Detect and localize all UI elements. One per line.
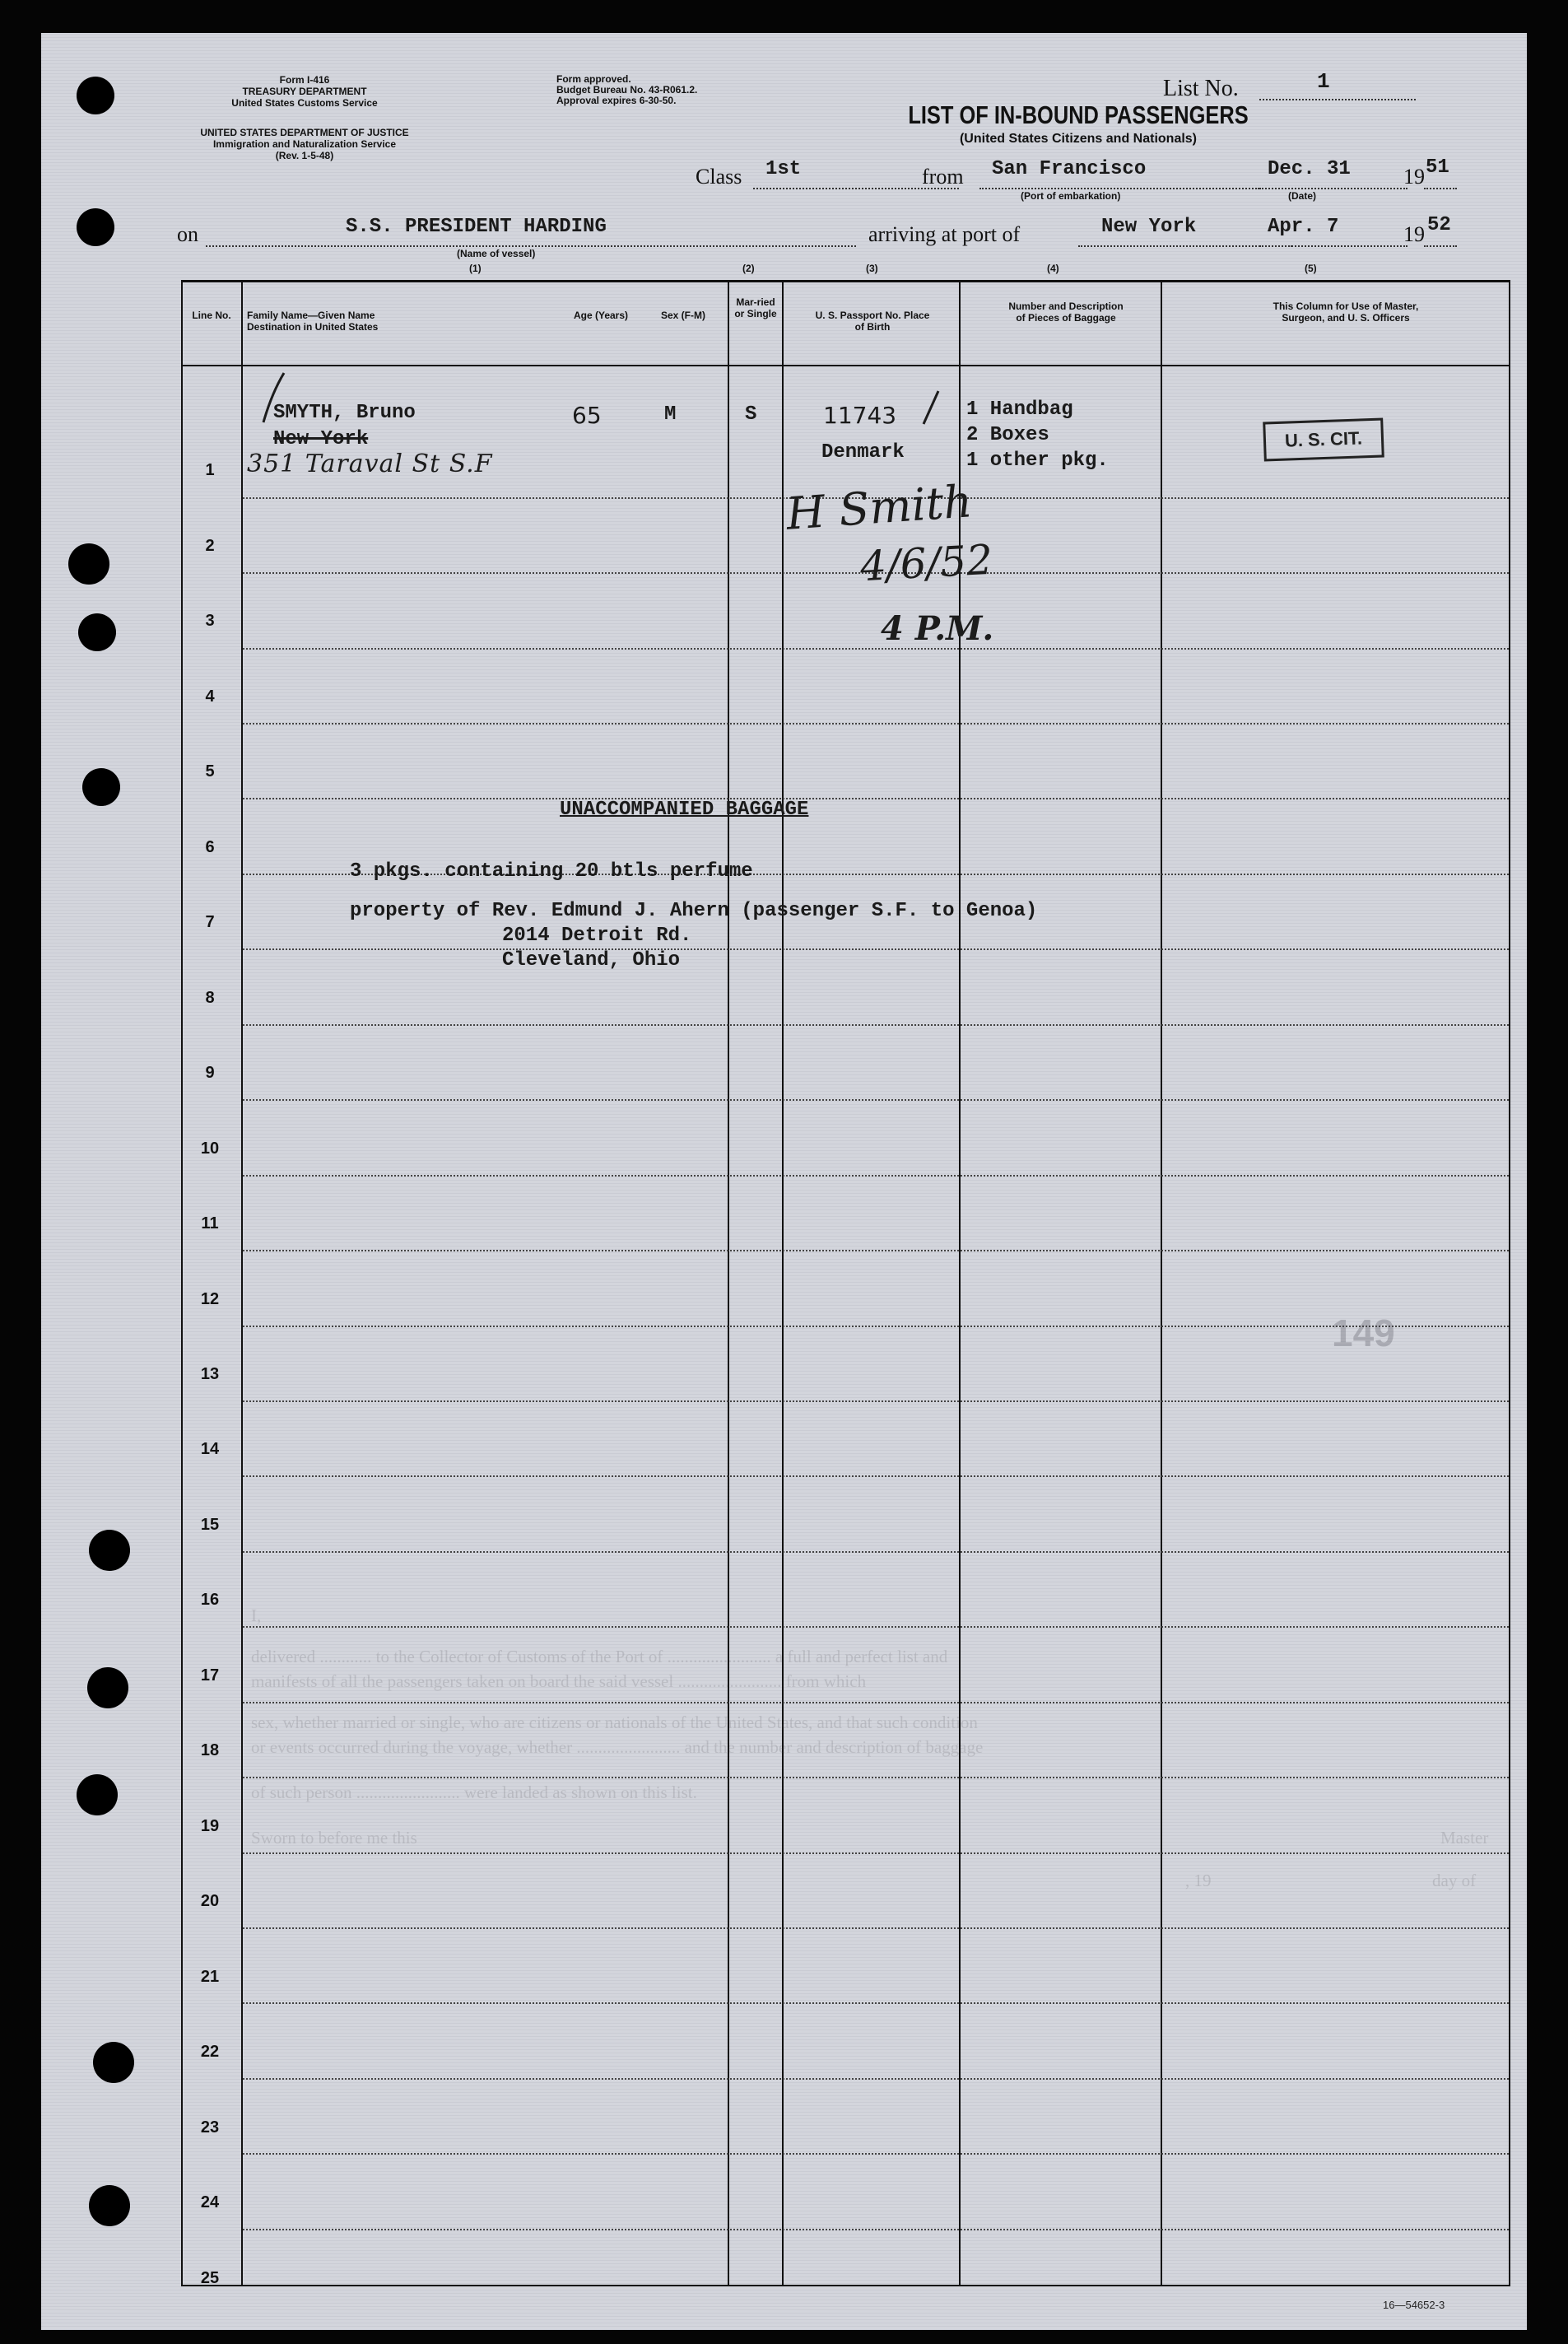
punch-hole xyxy=(87,1667,128,1708)
on-label: on xyxy=(177,222,198,246)
punch-hole xyxy=(68,543,109,585)
arrival-year-underline xyxy=(1424,245,1457,247)
baggage-item: 1 other pkg. xyxy=(966,450,1109,472)
departure-year: 51 xyxy=(1426,156,1449,179)
vessel-name: S.S. PRESIDENT HARDING xyxy=(346,216,607,238)
column-divider xyxy=(782,280,784,2286)
from-underline xyxy=(979,188,1259,189)
row-number: 6 xyxy=(205,838,215,856)
class-value: 1st xyxy=(765,158,802,180)
punch-hole xyxy=(89,1530,130,1571)
table-top-border xyxy=(181,280,1510,282)
passport-number: 11743 xyxy=(823,402,897,429)
row-number: 13 xyxy=(200,1365,220,1383)
unaccompanied-line: property of Rev. Edmund J. Ahern (passenger S.F. to Genoa) xyxy=(350,900,1038,922)
punch-hole xyxy=(77,208,114,246)
inspector-signature: H Smith xyxy=(784,475,975,540)
birthplace: Denmark xyxy=(821,441,905,464)
punch-hole xyxy=(89,2185,130,2226)
row-number: 11 xyxy=(201,1214,219,1233)
from-label: from xyxy=(922,165,964,189)
unaccompanied-line: 2014 Detroit Rd. xyxy=(502,925,692,947)
vessel-underline xyxy=(206,245,856,247)
departure-date: Dec. 31 xyxy=(1268,158,1351,180)
year-underline xyxy=(1424,188,1457,189)
from-value: San Francisco xyxy=(992,158,1147,180)
row-number: 16 xyxy=(200,1591,220,1609)
row-number: 23 xyxy=(200,2118,220,2137)
header-baggage: Number and Description of Pieces of Baggage xyxy=(1008,301,1124,324)
header-name-destination: Family Name—Given Name Destination in United States xyxy=(247,310,379,333)
passenger-name: SMYTH, Bruno xyxy=(273,402,416,424)
arrival-date-underline xyxy=(1259,245,1407,247)
row-number: 21 xyxy=(200,1968,220,1986)
passenger-destination-struck: New York xyxy=(273,428,369,450)
unaccompanied-heading: UNACCOMPANIED BAGGAGE xyxy=(560,799,809,821)
column-number: (3) xyxy=(866,263,878,274)
row-divider xyxy=(243,1326,1509,1327)
page-title: LIST OF IN-BOUND PASSENGERS xyxy=(908,100,1249,129)
row-divider xyxy=(243,1475,1509,1477)
punch-hole xyxy=(78,613,116,651)
column-number: (5) xyxy=(1305,263,1317,274)
row-number: 12 xyxy=(200,1290,220,1308)
justice-department: UNITED STATES DEPARTMENT OF JUSTICE xyxy=(200,127,409,138)
list-no-label: List No. xyxy=(1163,76,1239,101)
unaccompanied-line: Cleveland, Ohio xyxy=(502,949,681,972)
us-citizen-stamp: U. S. CIT. xyxy=(1263,417,1384,461)
baggage-item: 1 Handbag xyxy=(966,398,1073,421)
inspection-time: 4 P.M. xyxy=(881,609,994,648)
row-number: 5 xyxy=(205,762,215,781)
header-officers: This Column for Use of Master, Surgeon, and U. S. Officers xyxy=(1273,301,1419,324)
approval-line: Form approved. xyxy=(556,73,631,85)
punch-hole xyxy=(82,768,120,806)
row-number: 8 xyxy=(205,989,215,1007)
column-number: (2) xyxy=(742,263,755,274)
row-divider xyxy=(243,1175,1509,1177)
list-no-value: 1 xyxy=(1317,69,1330,94)
row-number: 19 xyxy=(200,1817,220,1835)
unaccompanied-line: 3 pkgs. containing 20 btls perfume xyxy=(350,860,753,883)
page-subtitle: (United States Citizens and Nationals) xyxy=(959,132,1198,146)
table-header-border xyxy=(181,365,1510,366)
background-stamp-number: 149 xyxy=(1332,1312,1395,1354)
punch-hole xyxy=(93,2042,134,2083)
arrival-port: New York xyxy=(1101,216,1197,238)
row-number: 25 xyxy=(200,2269,220,2287)
approval-line: Approval expires 6-30-50. xyxy=(556,95,677,106)
row-divider xyxy=(243,1400,1509,1402)
arriving-label: arriving at port of xyxy=(868,222,1021,246)
year-prefix: 19 xyxy=(1403,165,1425,189)
column-divider xyxy=(1161,280,1162,2286)
column-divider xyxy=(241,280,243,2286)
row-divider xyxy=(243,1927,1509,1929)
document-page: Form I-416 TREASURY DEPARTMENT United States Customs Service UNITED STATES DEPARTMENT OF JUSTICE Immigration and Naturalization Service (Rev. 1-5-48) Form approved. Budget Bureau No. 43-R061.2. Approval expires 6-30-50. List No. 1 LIST OF IN-BOUND PASSENGERS (United States Citizens and Nationals) Class 1st from San Francisco (Port of embarkation) Dec. 31 (Date) 19 51 on S.S. PRESIDENT HARDING (Name of vessel) arriving at port of New York Apr. 7 19 52 (1) (2) (3) (4) (5) Line No. Family Name—Given Name Destination in United States Age (Years) Sex (F-M) Mar-ried or Single U. S. Passport No. Place of Birth Number and Description of Pieces of Baggage This Column for Use of Master, Surgeon, and U. S. Officers 1 2 3 4 5 6 7 8 9 10 11 12 13 14 15 16 17 18 19 20 21 22 23 24 25 I, delivered ............ to the Collector of Customs of the Port of ........................ a full and perfect list and manifests of all the passengers taken on board the said vessel ........................ from which sex, whether married or single, who are citizens or nationals of the United States, and that such condition or events occurred during the voyage, whether ........................ and the number and description of baggage of such person ........................ were landed as shown on this list. Sworn to before me this Master day of , 19 149 SMYTH, Bruno New York 351 Taraval St S.F 65 M S 11743 Denmark 1 Handbag 2 Boxes 1 other pkg. U. S. CIT. H Smith 4/6/52 4 P.M. UNACCOMPANIED BAGGAGE 3 pkgs. containing 20 btls perfume property of Rev. Edmund J. Ahern (passenger S.F. to Genoa) 2014 Detroit Rd. Cleveland, Ohio 16—54652-3 xyxy=(41,33,1527,2330)
row-number: 20 xyxy=(200,1892,220,1910)
row-divider xyxy=(243,798,1509,799)
header-sex: Sex (F-M) xyxy=(661,310,705,321)
service-name: United States Customs Service xyxy=(231,97,378,109)
arrival-year-prefix: 19 xyxy=(1403,222,1425,246)
header-line-no: Line No. xyxy=(192,310,231,321)
inspection-date: 4/6/52 xyxy=(858,535,994,591)
date-underline xyxy=(1259,188,1407,189)
column-number: (4) xyxy=(1047,263,1059,274)
header-passport: U. S. Passport No. Place of Birth xyxy=(815,310,930,333)
date-caption: (Date) xyxy=(1288,190,1317,202)
row-number: 3 xyxy=(205,612,215,630)
passenger-sex: M xyxy=(664,403,677,426)
row-divider xyxy=(243,1250,1509,1251)
list-no-underline xyxy=(1259,99,1416,100)
ins-name: Immigration and Naturalization Service xyxy=(212,138,397,150)
arrival-year: 52 xyxy=(1427,214,1451,236)
row-number: 14 xyxy=(200,1440,220,1458)
row-divider xyxy=(243,948,1509,950)
table-left-border xyxy=(181,280,183,2286)
row-number: 4 xyxy=(205,687,215,706)
row-divider xyxy=(243,1551,1509,1553)
vessel-caption: (Name of vessel) xyxy=(457,248,536,259)
row-divider xyxy=(243,2078,1509,2080)
class-label: Class xyxy=(696,165,742,189)
row-number: 24 xyxy=(200,2193,220,2211)
footer-code: 16—54652-3 xyxy=(1383,2299,1445,2311)
column-number: (1) xyxy=(469,263,482,274)
row-divider xyxy=(243,648,1509,650)
arrival-date: Apr. 7 xyxy=(1268,216,1339,238)
port-caption: (Port of embarkation) xyxy=(1021,190,1121,202)
row-number: 2 xyxy=(205,537,215,555)
punch-hole xyxy=(77,77,114,114)
header-age: Age (Years) xyxy=(573,310,629,321)
baggage-item: 2 Boxes xyxy=(966,424,1049,446)
row-divider xyxy=(243,1777,1509,1778)
row-divider xyxy=(243,1702,1509,1703)
punch-hole xyxy=(77,1774,118,1815)
row-divider xyxy=(243,2229,1509,2230)
check-mark-icon xyxy=(914,387,947,428)
row-number: 15 xyxy=(200,1516,220,1534)
passenger-destination-handwritten: 351 Taraval St S.F xyxy=(247,450,493,478)
approval-line: Budget Bureau No. 43-R061.2. xyxy=(556,84,698,96)
row-divider xyxy=(243,1099,1509,1101)
row-divider xyxy=(243,1626,1509,1628)
row-number: 17 xyxy=(200,1666,220,1685)
row-number: 18 xyxy=(200,1741,220,1759)
passenger-age: 65 xyxy=(572,402,602,429)
revision: (Rev. 1-5-48) xyxy=(275,150,334,161)
row-number: 9 xyxy=(205,1064,215,1082)
row-number: 10 xyxy=(200,1139,220,1158)
passenger-marital-status: S xyxy=(745,403,757,426)
table-right-border xyxy=(1509,280,1510,2286)
row-divider xyxy=(243,723,1509,725)
row-number: 22 xyxy=(200,2043,220,2061)
row-number: 1 xyxy=(205,461,215,479)
table-bottom-border xyxy=(181,2285,1510,2286)
row-number: 7 xyxy=(205,913,215,931)
header-married: Mar-ried or Single xyxy=(734,296,777,319)
form-number: Form I-416 xyxy=(279,74,330,86)
department-name: TREASURY DEPARTMENT xyxy=(242,86,367,97)
column-divider xyxy=(728,280,729,2286)
row-divider xyxy=(243,2153,1509,2155)
row-divider xyxy=(243,2002,1509,2004)
row-divider xyxy=(243,1024,1509,1026)
row-divider xyxy=(243,1852,1509,1854)
